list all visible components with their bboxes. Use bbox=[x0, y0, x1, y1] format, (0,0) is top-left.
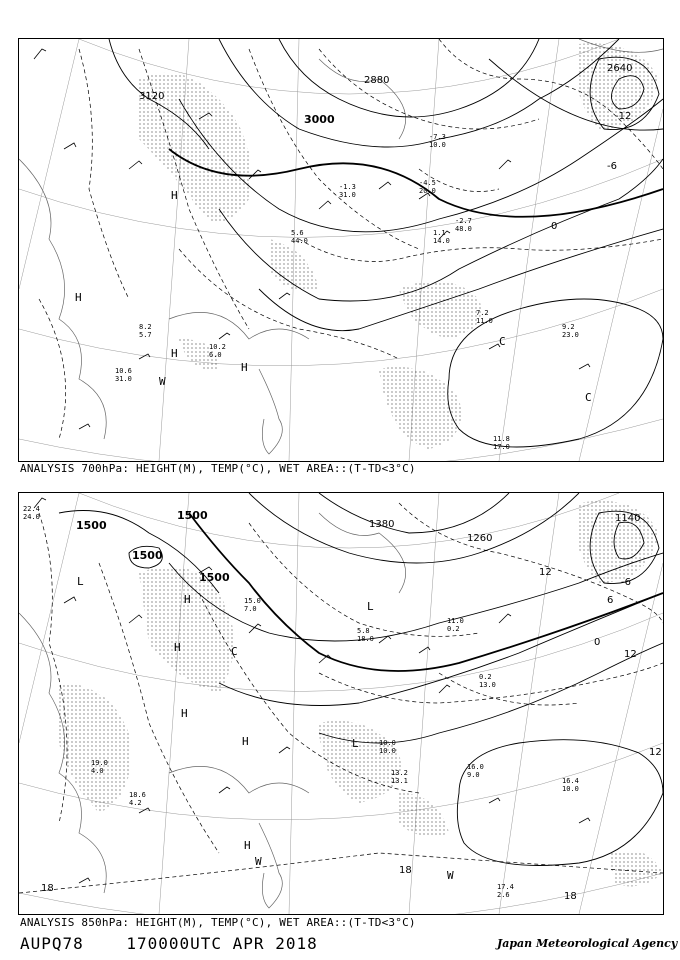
wet-areas bbox=[139, 43, 659, 449]
low-center: L bbox=[352, 737, 359, 750]
graticule-meridians bbox=[19, 493, 663, 914]
height-label: 2880 bbox=[364, 75, 390, 86]
high-center: H bbox=[171, 189, 178, 202]
high-center: H bbox=[171, 347, 178, 360]
svg-text:11.0: 11.0 bbox=[476, 317, 493, 325]
isotherm-label: 6 bbox=[607, 595, 614, 606]
height-label: 1500 bbox=[199, 571, 230, 584]
height-label: 2640 bbox=[607, 63, 633, 74]
svg-text:10.0: 10.0 bbox=[379, 747, 396, 755]
map-canvas-700hpa bbox=[19, 39, 663, 461]
svg-text:9.0: 9.0 bbox=[467, 771, 480, 779]
height-label: 3120 bbox=[139, 91, 165, 102]
svg-text:13.1: 13.1 bbox=[391, 777, 408, 785]
isotherm-label: 18 bbox=[399, 865, 412, 876]
valid-time: 170000UTC APR 2018 bbox=[126, 934, 318, 953]
map-panel-850hpa bbox=[18, 492, 664, 915]
cold-center: C bbox=[585, 391, 592, 404]
chart-identifier bbox=[20, 934, 318, 953]
svg-text:22.4: 22.4 bbox=[23, 505, 40, 513]
svg-text:17.0: 17.0 bbox=[493, 443, 510, 451]
contour-lower-right bbox=[457, 740, 663, 866]
isotherm-label: 0 bbox=[594, 637, 601, 648]
station-plot bbox=[379, 739, 396, 755]
svg-text:19.0: 19.0 bbox=[91, 759, 108, 767]
station-plot bbox=[291, 229, 308, 245]
station-plot bbox=[209, 343, 226, 359]
cold-center: C bbox=[231, 645, 238, 658]
height-label: 1500 bbox=[76, 519, 107, 532]
svg-text:10.0: 10.0 bbox=[429, 141, 446, 149]
high-center: H bbox=[75, 291, 82, 304]
isotherm-label: 18 bbox=[41, 883, 54, 894]
isotherm-label: -6 bbox=[621, 577, 631, 588]
svg-text:5.7: 5.7 bbox=[139, 331, 152, 339]
svg-text:31.0: 31.0 bbox=[115, 375, 132, 383]
svg-text:16.4: 16.4 bbox=[562, 777, 579, 785]
svg-text:10.0: 10.0 bbox=[379, 739, 396, 747]
station-plot bbox=[357, 627, 374, 643]
svg-text:8.2: 8.2 bbox=[139, 323, 152, 331]
map-panel-700hpa bbox=[18, 38, 664, 462]
isotherm-label: -6 bbox=[607, 161, 617, 172]
svg-text:2.6: 2.6 bbox=[497, 891, 510, 899]
warm-center: W bbox=[447, 869, 454, 882]
map-canvas-850hpa bbox=[19, 493, 663, 914]
station-plot bbox=[467, 763, 484, 779]
svg-text:-1.3: -1.3 bbox=[339, 183, 356, 191]
svg-text:11.8: 11.8 bbox=[493, 435, 510, 443]
isotherm-label: -12 bbox=[615, 111, 632, 122]
station-plot bbox=[139, 323, 152, 339]
station-plot bbox=[562, 777, 579, 793]
warm-center: W bbox=[159, 375, 166, 388]
svg-text:11.0: 11.0 bbox=[447, 617, 464, 625]
svg-text:7.2: 7.2 bbox=[476, 309, 489, 317]
wind-barbs bbox=[34, 498, 590, 883]
station-plot bbox=[476, 309, 493, 325]
station-plot bbox=[129, 791, 146, 807]
svg-text:-2.7: -2.7 bbox=[455, 217, 472, 225]
svg-text:1.1: 1.1 bbox=[433, 229, 446, 237]
station-plot bbox=[429, 133, 446, 149]
svg-text:10.2: 10.2 bbox=[209, 343, 226, 351]
height-label: 1500 bbox=[177, 509, 208, 522]
svg-text:5.6: 5.6 bbox=[291, 229, 304, 237]
svg-text:14.0: 14.0 bbox=[433, 237, 450, 245]
station-plot bbox=[244, 597, 261, 613]
caption-850hpa: ANALYSIS 850hPa: HEIGHT(M), TEMP(°C), WET AREA::(T-TD<3°C) bbox=[20, 916, 416, 929]
isotherm-label: 12 bbox=[539, 567, 552, 578]
low-center: L bbox=[77, 575, 84, 588]
svg-text:48.0: 48.0 bbox=[455, 225, 472, 233]
station-plot bbox=[493, 435, 510, 451]
isotherms bbox=[19, 503, 663, 893]
station-plot bbox=[497, 883, 514, 899]
isotherm-label: 12 bbox=[649, 747, 662, 758]
svg-text:31.0: 31.0 bbox=[339, 191, 356, 199]
svg-text:13.2: 13.2 bbox=[391, 769, 408, 777]
height-label: 1140 bbox=[615, 513, 641, 524]
svg-text:10.0: 10.0 bbox=[562, 785, 579, 793]
warm-center: W bbox=[255, 855, 262, 868]
station-plot bbox=[419, 179, 436, 195]
height-label: 1260 bbox=[467, 533, 493, 544]
station-plot bbox=[455, 217, 472, 233]
svg-text:0.2: 0.2 bbox=[479, 673, 492, 681]
isotherms bbox=[39, 39, 663, 439]
graticule-parallels bbox=[19, 493, 663, 914]
svg-text:7.0: 7.0 bbox=[244, 605, 257, 613]
isotherm-label: 12 bbox=[624, 649, 637, 660]
svg-text:13.0: 13.0 bbox=[479, 681, 496, 689]
svg-text:6.0: 6.0 bbox=[209, 351, 222, 359]
high-center: H bbox=[244, 839, 251, 852]
height-label: 1380 bbox=[369, 519, 395, 530]
svg-text:18.6: 18.6 bbox=[129, 791, 146, 799]
svg-text:16.0: 16.0 bbox=[467, 763, 484, 771]
station-plot bbox=[562, 323, 579, 339]
agency-name: Japan Meteorological Agency bbox=[497, 937, 678, 950]
svg-text:4.0: 4.0 bbox=[91, 767, 104, 775]
isotherm-label: 18 bbox=[564, 891, 577, 902]
svg-text:15.0: 15.0 bbox=[244, 597, 261, 605]
station-plot bbox=[447, 617, 464, 633]
station-plot bbox=[391, 769, 408, 785]
svg-text:18.0: 18.0 bbox=[357, 635, 374, 643]
cold-center: C bbox=[499, 335, 506, 348]
svg-text:5.8: 5.8 bbox=[357, 627, 370, 635]
svg-text:-4.5: -4.5 bbox=[419, 179, 436, 187]
height-label: 3000 bbox=[304, 113, 335, 126]
chart-id: AUPQ78 bbox=[20, 934, 84, 953]
svg-text:17.4: 17.4 bbox=[497, 883, 514, 891]
high-center: H bbox=[242, 735, 249, 748]
svg-text:44.0: 44.0 bbox=[291, 237, 308, 245]
svg-text:4.2: 4.2 bbox=[129, 799, 142, 807]
svg-text:9.2: 9.2 bbox=[562, 323, 575, 331]
caption-700hpa: ANALYSIS 700hPa: HEIGHT(M), TEMP(°C), WET AREA::(T-TD<3°C) bbox=[20, 462, 416, 475]
station-plot bbox=[479, 673, 496, 689]
station-plot bbox=[23, 505, 40, 521]
svg-text:20.0: 20.0 bbox=[419, 187, 436, 195]
high-center: H bbox=[174, 641, 181, 654]
isotherm-label: 0 bbox=[551, 221, 558, 232]
height-label: 1500 bbox=[132, 549, 163, 562]
svg-text:24.0: 24.0 bbox=[23, 513, 40, 521]
station-plot bbox=[115, 367, 132, 383]
high-center: H bbox=[241, 361, 248, 374]
svg-text:0.2: 0.2 bbox=[447, 625, 460, 633]
svg-text:23.0: 23.0 bbox=[562, 331, 579, 339]
station-plot bbox=[339, 183, 356, 199]
high-center: H bbox=[184, 593, 191, 606]
svg-text:-7.3: -7.3 bbox=[429, 133, 446, 141]
svg-text:10.6: 10.6 bbox=[115, 367, 132, 375]
low-center: L bbox=[367, 600, 374, 613]
high-center: H bbox=[181, 707, 188, 720]
coastline bbox=[19, 39, 663, 454]
